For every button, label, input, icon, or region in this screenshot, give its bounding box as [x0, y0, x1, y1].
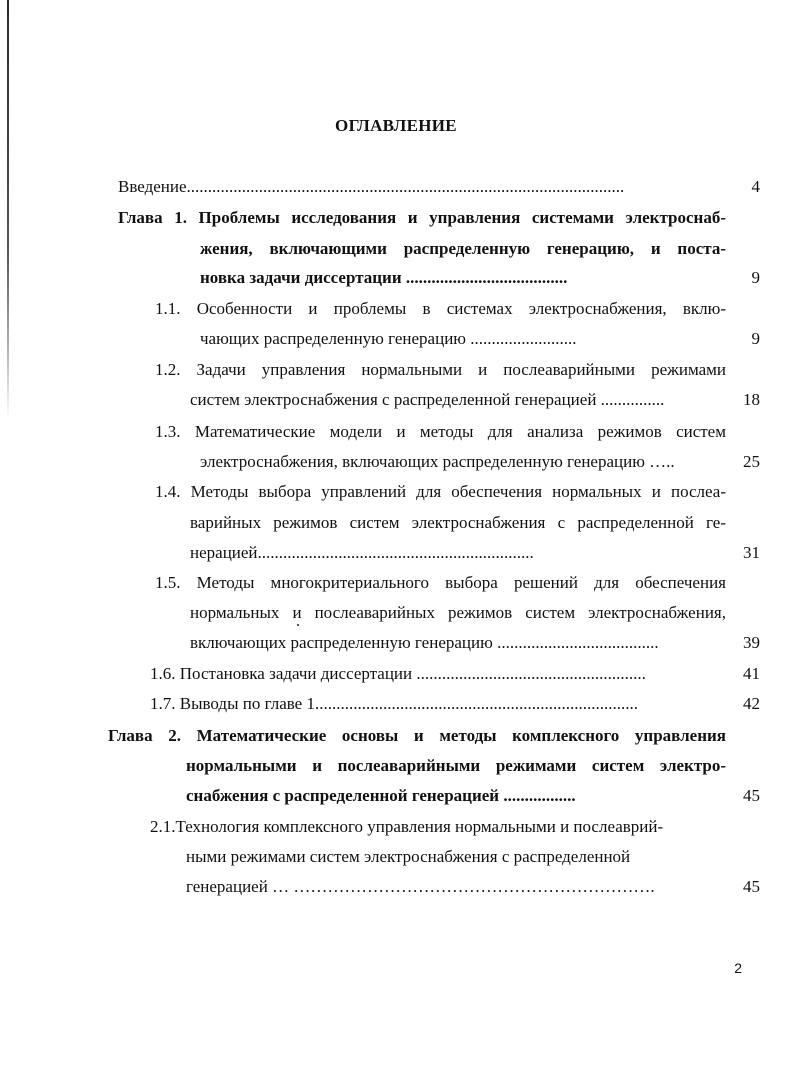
page-number: 2 [734, 960, 742, 976]
toc-page-1-3: 25 [743, 452, 760, 471]
toc-page-chapter-2: 45 [743, 786, 760, 805]
toc-section-2-1-line-3: генерацией … ………………………………………………………. [186, 877, 655, 896]
toc-section-1-5-line-1: 1.5. Методы многокритериального выбора решений для обеспечения [155, 573, 726, 592]
toc-section-1-4-line-1: 1.4. Методы выбора управлений для обеспечения нормальных и послеа- [155, 482, 726, 501]
toc-section-1-2-line-2: систем электроснабжения с распределенной генерацией ............... [190, 390, 665, 409]
toc-page-1-5: 39 [743, 633, 760, 652]
toc-chapter-1-line-3: новка задачи диссертации ...................................... [200, 268, 568, 287]
toc-section-1-5-line-3: включающих распределенную генерацию ...................................... [190, 633, 659, 652]
toc-section-2-1-line-2: ными режимами систем электроснабжения с распределенной [186, 847, 631, 866]
toc-chapter-1-line-1: Глава 1. Проблемы исследования и управления системами электроснаб- [118, 208, 726, 227]
toc-chapter-2-line-2: нормальными и послеаварийными режимами систем электро- [186, 756, 726, 775]
toc-chapter-1-line-2: жения, включающими распределенную генерацию, и поста- [200, 239, 726, 258]
toc-section-1-3-line-2: электроснабжения, включающих распределенную генерацию ….. [200, 452, 675, 471]
toc-page-1-6: 41 [743, 664, 760, 683]
toc-page-intro: 4 [751, 177, 760, 196]
toc-page-1-1: 9 [751, 329, 760, 348]
toc-chapter-2-line-1: Глава 2. Математические основы и методы комплексного управления [108, 726, 726, 745]
toc-page-2-1: 45 [743, 877, 760, 896]
toc-section-1-6: 1.6. Постановка задачи диссертации ...................................................... [150, 664, 646, 683]
toc-section-1-5-line-2: нормальных и послеаварийных режимов систем электроснабжения, [190, 603, 726, 622]
scan-speck [297, 624, 299, 626]
toc-section-1-4-line-3: нерацией................................................................. [190, 543, 534, 562]
toc-section-2-1-line-1: 2.1.Технология комплексного управления нормальными и послеаврий- [150, 817, 664, 836]
toc-entry-intro: Введение....................................................................................................... [118, 177, 625, 196]
toc-page-1-4: 31 [743, 543, 760, 562]
toc-section-1-1-line-1: 1.1. Особенности и проблемы в системах электроснабжения, вклю- [155, 299, 726, 318]
toc-chapter-2-line-3: снабжения с распределенной генерацией ................. [186, 786, 576, 805]
toc-section-1-1-line-2: чающих распределенную генерацию ......................... [200, 329, 577, 348]
toc-page-chapter-1: 9 [751, 268, 760, 287]
scan-edge-line [7, 0, 9, 420]
toc-title: ОГЛАВЛЕНИЕ [335, 116, 457, 135]
toc-page-1-7: 42 [743, 694, 760, 713]
toc-section-1-7: 1.7. Выводы по главе 1............................................................................ [150, 694, 638, 713]
toc-page-1-2: 18 [743, 390, 760, 409]
toc-section-1-2-line-1: 1.2. Задачи управления нормальными и послеаварийными режимами [155, 360, 726, 379]
toc-section-1-3-line-1: 1.3. Математические модели и методы для анализа режимов систем [155, 422, 726, 441]
toc-section-1-4-line-2: варийных режимов систем электроснабжения с распределенной ге- [190, 513, 726, 532]
